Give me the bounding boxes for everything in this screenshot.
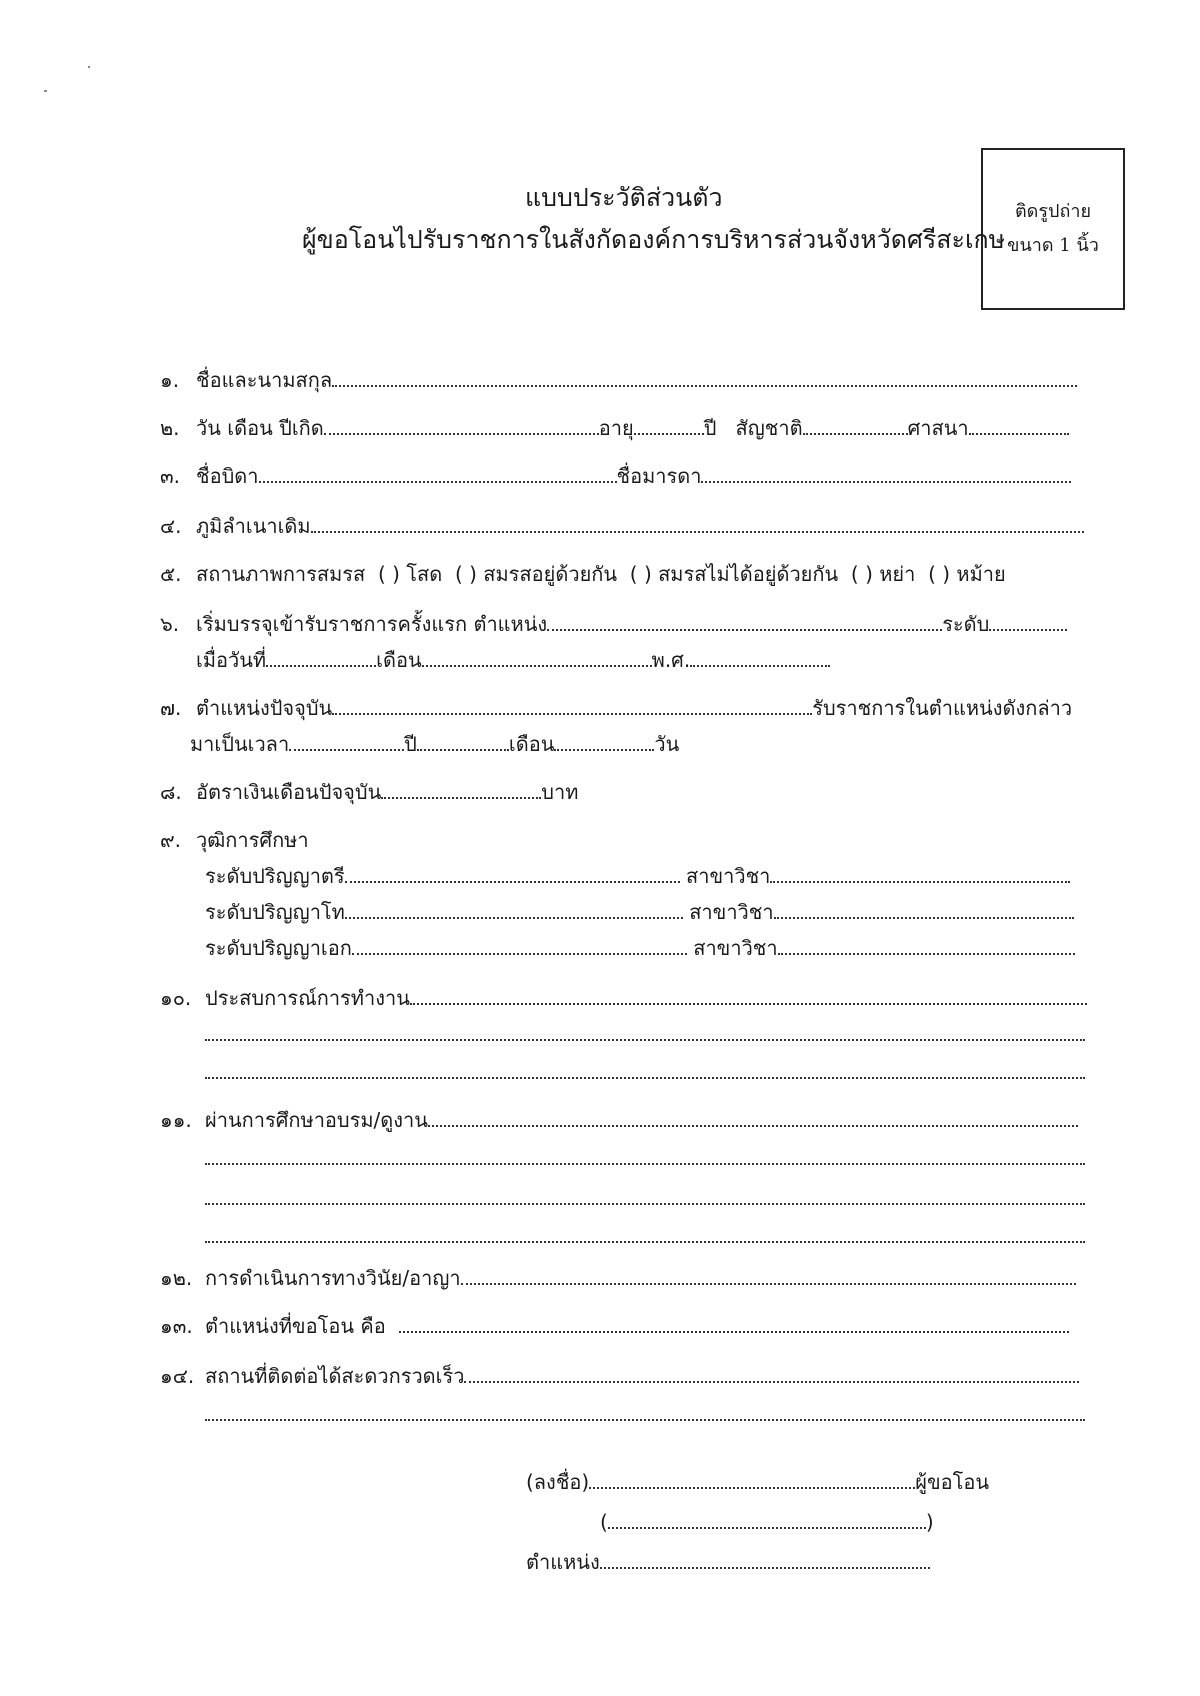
open-paren: ( bbox=[600, 1510, 608, 1534]
marital-option-widowed[interactable]: ( ) หม้าย bbox=[928, 562, 1006, 586]
duration-months-field[interactable] bbox=[417, 731, 509, 751]
item-number: ๒. bbox=[160, 416, 180, 440]
item-3-row bbox=[160, 462, 1071, 490]
bachelor-field[interactable] bbox=[345, 863, 680, 883]
item-7-row bbox=[160, 694, 1072, 722]
duration-day-unit: วัน bbox=[654, 732, 680, 756]
work-experience-field[interactable] bbox=[410, 985, 1087, 1005]
training-field-line[interactable] bbox=[205, 1185, 1085, 1205]
appointment-month-label: เดือน bbox=[376, 648, 422, 672]
marital-option-single[interactable]: ( ) โสด bbox=[377, 562, 443, 586]
duration-years-field[interactable] bbox=[289, 731, 404, 751]
appointment-year-field[interactable] bbox=[690, 647, 830, 667]
training-field-line[interactable] bbox=[205, 1223, 1085, 1243]
bachelor-major-field[interactable] bbox=[770, 863, 1070, 883]
printed-name-row bbox=[600, 1508, 934, 1536]
item-6-date-row bbox=[196, 646, 830, 674]
disciplinary-field[interactable] bbox=[461, 1265, 1076, 1285]
father-name-label: ชื่อบิดา bbox=[196, 464, 259, 488]
education-label: วุฒิการศึกษา bbox=[196, 828, 309, 852]
education-doctor-row bbox=[205, 934, 1075, 962]
age-field[interactable] bbox=[634, 415, 704, 435]
appointment-day-field[interactable] bbox=[266, 647, 376, 667]
scan-speck bbox=[44, 90, 47, 92]
bachelor-major-label: สาขาวิชา bbox=[686, 864, 771, 888]
hometown-label: ภูมิลำเนาเดิม bbox=[196, 514, 311, 538]
applicant-label: ผู้ขอโอน bbox=[915, 1470, 990, 1494]
marital-option-married-together[interactable]: ( ) สมรสอยู่ด้วยกัน bbox=[454, 562, 618, 586]
mother-name-label: ชื่อมารดา bbox=[616, 464, 702, 488]
work-experience-line bbox=[205, 1058, 1085, 1086]
nationality-field[interactable] bbox=[803, 415, 908, 435]
birthdate-field[interactable] bbox=[324, 415, 599, 435]
father-name-field[interactable] bbox=[259, 463, 617, 483]
name-label: ชื่อและนามสกุล bbox=[196, 368, 333, 392]
marital-option-married-apart[interactable]: ( ) สมรสไม่ได้อยู่ด้วยกัน bbox=[629, 562, 839, 586]
scan-speck bbox=[88, 66, 90, 68]
training-line bbox=[205, 1184, 1085, 1212]
training-field[interactable] bbox=[428, 1107, 1078, 1127]
salary-label: อัตราเงินเดือนปัจจุบัน bbox=[196, 780, 382, 804]
printed-name-field[interactable] bbox=[608, 1509, 926, 1529]
item-12-row bbox=[160, 1264, 1076, 1292]
contact-address-field-line[interactable] bbox=[205, 1401, 1085, 1421]
item-6-row bbox=[160, 610, 1067, 638]
training-line bbox=[205, 1144, 1085, 1172]
master-major-label: สาขาวิชา bbox=[689, 900, 774, 924]
appointment-month-field[interactable] bbox=[422, 647, 652, 667]
item-number: ๓. bbox=[160, 464, 181, 488]
photo-placeholder-box bbox=[981, 148, 1125, 310]
item-number: ๕. bbox=[160, 562, 182, 586]
item-number: ๑. bbox=[160, 368, 180, 392]
item-4-row bbox=[160, 512, 1084, 540]
education-bachelor-row bbox=[205, 862, 1070, 890]
requested-position-field[interactable] bbox=[399, 1313, 1069, 1333]
hometown-field[interactable] bbox=[311, 513, 1084, 533]
item-number: ๑๑. bbox=[160, 1108, 192, 1132]
item-number: ๑๓. bbox=[160, 1314, 193, 1338]
duration-month-unit: เดือน bbox=[508, 732, 555, 756]
training-field-line[interactable] bbox=[205, 1145, 1085, 1165]
master-label: ระดับปริญญาโท bbox=[205, 900, 345, 924]
current-position-label: ตำแหน่งปัจจุบัน bbox=[196, 696, 333, 720]
item-number: ๑๔. bbox=[160, 1364, 195, 1388]
contact-address-label: สถานที่ติดต่อได้สะดวกรวดเร็ว bbox=[205, 1364, 465, 1388]
bachelor-label: ระดับปริญญาตรี bbox=[205, 864, 345, 888]
master-major-field[interactable] bbox=[774, 899, 1074, 919]
appointment-be-label: พ.ศ. bbox=[651, 648, 691, 672]
requested-position-label: ตำแหน่งที่ขอโอน คือ bbox=[205, 1314, 386, 1338]
contact-address-line bbox=[205, 1400, 1085, 1428]
education-master-row bbox=[205, 898, 1074, 926]
work-experience-label: ประสบการณ์การทำงาน bbox=[205, 986, 410, 1010]
doctor-label: ระดับปริญญาเอก bbox=[205, 936, 352, 960]
training-label: ผ่านการศึกษาอบรม/ดูงาน bbox=[205, 1108, 428, 1132]
form-subtitle: ผู้ขอโอนไปรับราชการในสังกัดองค์การบริหารส่วนจังหวัดศรีสะเกษ bbox=[302, 225, 1006, 254]
item-10-row bbox=[160, 984, 1087, 1012]
signer-position-row bbox=[526, 1548, 930, 1576]
signature-row bbox=[526, 1468, 989, 1496]
item-11-row bbox=[160, 1106, 1078, 1134]
item-number: ๗. bbox=[160, 696, 182, 720]
work-experience-field-line[interactable] bbox=[205, 1059, 1085, 1079]
master-field[interactable] bbox=[345, 899, 683, 919]
duration-year-unit: ปี bbox=[404, 732, 417, 756]
first-appointment-label: เริ่มบรรจุเข้ารับราชการครั้งแรก ตำแหน่ง bbox=[196, 612, 548, 636]
item-14-row bbox=[160, 1362, 1079, 1390]
age-unit: ปี bbox=[703, 416, 717, 440]
salary-unit: บาท bbox=[541, 780, 579, 804]
level-field[interactable] bbox=[989, 611, 1067, 631]
item-8-row bbox=[160, 778, 578, 806]
appointment-date-label: เมื่อวันที่ bbox=[196, 648, 267, 672]
item-13-row bbox=[160, 1312, 1069, 1340]
age-label: อายุ bbox=[598, 416, 634, 440]
serving-label: รับราชการในตำแหน่งดังกล่าว bbox=[812, 696, 1073, 720]
item-9-row bbox=[160, 826, 309, 854]
item-7-duration-row bbox=[190, 730, 679, 758]
religion-label: ศาสนา bbox=[907, 416, 969, 440]
photo-box-line2: ขนาด 1 นิ้ว bbox=[1007, 235, 1099, 256]
duration-label: มาเป็นเวลา bbox=[190, 732, 290, 756]
contact-address-field[interactable] bbox=[464, 1363, 1079, 1383]
item-number: ๑๐. bbox=[160, 986, 192, 1010]
item-1-row bbox=[160, 366, 1077, 394]
signer-position-field[interactable] bbox=[600, 1549, 930, 1569]
form-title: แบบประวัติส่วนตัว bbox=[525, 183, 723, 212]
signature-field[interactable] bbox=[589, 1469, 915, 1489]
salary-field[interactable] bbox=[381, 779, 541, 799]
item-number: ๑๒. bbox=[160, 1266, 193, 1290]
level-label: ระดับ bbox=[942, 612, 990, 636]
signer-position-label: ตำแหน่ง bbox=[526, 1550, 600, 1574]
nationality-label: สัญชาติ bbox=[735, 416, 803, 440]
close-paren: ) bbox=[925, 1510, 934, 1534]
work-experience-line bbox=[205, 1020, 1085, 1048]
training-line bbox=[205, 1222, 1085, 1250]
first-position-field[interactable] bbox=[547, 611, 942, 631]
name-field[interactable] bbox=[332, 367, 1077, 387]
photo-box-line1: ติดรูปถ่าย bbox=[1014, 201, 1092, 222]
marital-option-divorced[interactable]: ( ) หย่า bbox=[850, 562, 916, 586]
mother-name-field[interactable] bbox=[701, 463, 1071, 483]
disciplinary-label: การดำเนินการทางวินัย/อาญา bbox=[205, 1266, 461, 1290]
duration-days-field[interactable] bbox=[554, 731, 654, 751]
item-number: ๖. bbox=[160, 612, 180, 636]
doctor-field[interactable] bbox=[352, 935, 687, 955]
item-number: ๘. bbox=[160, 780, 182, 804]
doctor-major-field[interactable] bbox=[778, 935, 1075, 955]
birthdate-label: วัน เดือน ปีเกิด bbox=[196, 416, 324, 440]
item-number: ๙. bbox=[160, 828, 182, 852]
item-number: ๔. bbox=[160, 514, 182, 538]
current-position-field[interactable] bbox=[332, 695, 812, 715]
marital-status-label: สถานภาพการสมรส bbox=[196, 562, 366, 586]
doctor-major-label: สาขาวิชา bbox=[693, 936, 778, 960]
religion-field[interactable] bbox=[969, 415, 1069, 435]
item-2-row bbox=[160, 414, 1069, 442]
item-5-row bbox=[160, 560, 1006, 588]
work-experience-field-line[interactable] bbox=[205, 1021, 1085, 1041]
sign-label: (ลงชื่อ) bbox=[526, 1470, 590, 1494]
